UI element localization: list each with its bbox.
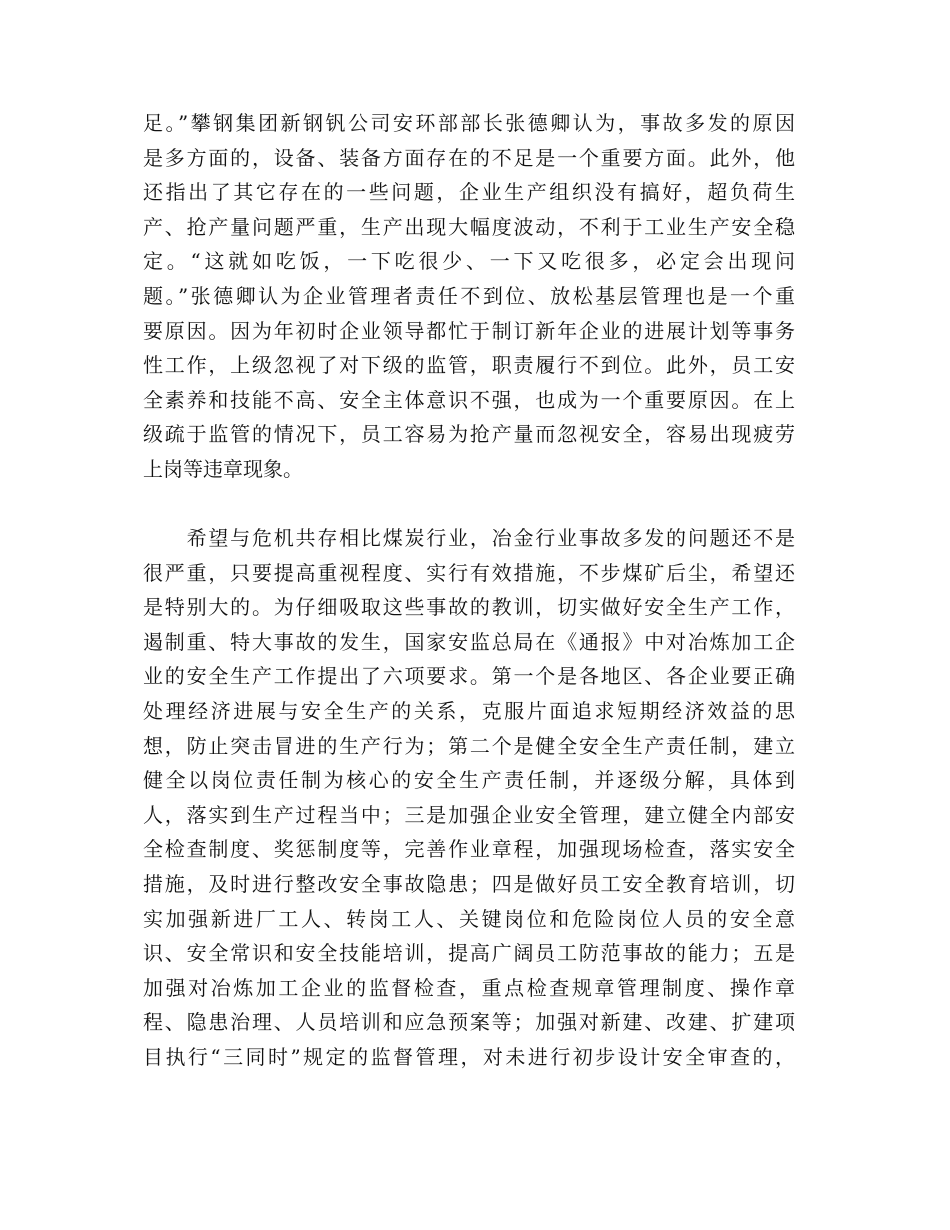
paragraph-2-line: 人，落实到生产过程当中；三是加强企业安全管理，建立健全内部安 <box>143 802 795 827</box>
paragraph-2-line: 遏制重、特大事故的发生，国家安监总局在《通报》中对冶炼加工企 <box>143 629 795 654</box>
paragraph-1-line: 级疏于监管的情况下，员工容易为抢产量而忽视安全，容易出现疲劳 <box>143 422 795 447</box>
paragraph-2-line: 程、隐患治理、人员培训和应急预案等；加强对新建、改建、扩建项 <box>143 1010 795 1035</box>
paragraph-1-line: 还指出了其它存在的一些问题，企业生产组织没有搞好，超负荷生 <box>143 180 795 205</box>
paragraph-1 <box>143 106 795 487</box>
paragraph-1-line: 产、抢产量问题严重，生产出现大幅度波动，不利于工业生产安全稳 <box>143 214 795 239</box>
paragraph-2-line: 很严重，只要提高重视程度、实行有效措施，不步煤矿后尘，希望还 <box>143 560 795 585</box>
paragraph-2-line: 处理经济进展与安全生产的关系，克服片面追求短期经济效益的思 <box>143 698 795 723</box>
paragraph-2-line: 想，防止突击冒进的生产行为；第二个是健全安全生产责任制，建立 <box>143 733 795 758</box>
paragraph-2 <box>143 521 795 1075</box>
paragraph-2-line: 识、安全常识和安全技能培训，提高广阔员工防范事故的能力；五是 <box>143 941 795 966</box>
paragraph-2-line: 措施，及时进行整改安全事故隐患；四是做好员工安全教育培训，切 <box>143 871 795 896</box>
paragraph-2-line: 希望与危机共存相比煤炭行业，冶金行业事故多发的问题还不是 <box>143 526 795 550</box>
paragraph-1-line: 是多方面的，设备、装备方面存在的不足是一个重要方面。此外，他 <box>143 145 795 170</box>
paragraph-2-line: 业的安全生产工作提出了六项要求。第一个是各地区、各企业要正确 <box>143 664 795 689</box>
paragraph-1-line: 性工作，上级忽视了对下级的监管，职责履行不到位。此外，员工安 <box>143 353 795 378</box>
paragraph-1-line: 题。”张德卿认为企业管理者责任不到位、放松基层管理也是一个重 <box>143 283 795 308</box>
paragraph-2-line: 实加强新进厂工人、转岗工人、关键岗位和危险岗位人员的安全意 <box>143 906 795 931</box>
paragraph-1-line: 要原因。因为年初时企业领导都忙于制订新年企业的进展计划等事务 <box>143 318 795 343</box>
paragraph-2-line: 全检查制度、奖惩制度等，完善作业章程，加强现场检查，落实安全 <box>143 837 795 862</box>
paragraph-1-line: 全素养和技能不高、安全主体意识不强，也成为一个重要原因。在上 <box>143 387 795 412</box>
paragraph-1-line: 足。”攀钢集团新钢钒公司安环部部长张德卿认为，事故多发的原因 <box>143 111 795 135</box>
paragraph-1-line: 定。“这就如吃饭，一下吃很少、一下又吃很多，必定会出现问 <box>143 249 795 274</box>
paragraph-2-line: 是特别大的。为仔细吸取这些事故的教训，切实做好安全生产工作， <box>143 595 795 620</box>
paragraph-1-line: 上岗等违章现象。 <box>143 456 303 481</box>
paragraph-2-line: 目执行“三同时”规定的监督管理，对未进行初步设计安全审查的， <box>143 1044 795 1069</box>
paragraph-2-line: 健全以岗位责任制为核心的安全生产责任制，并逐级分解，具体到 <box>143 768 795 793</box>
paragraph-2-line: 加强对冶炼加工企业的监督检查，重点检查规章管理制度、操作章 <box>143 975 795 1000</box>
